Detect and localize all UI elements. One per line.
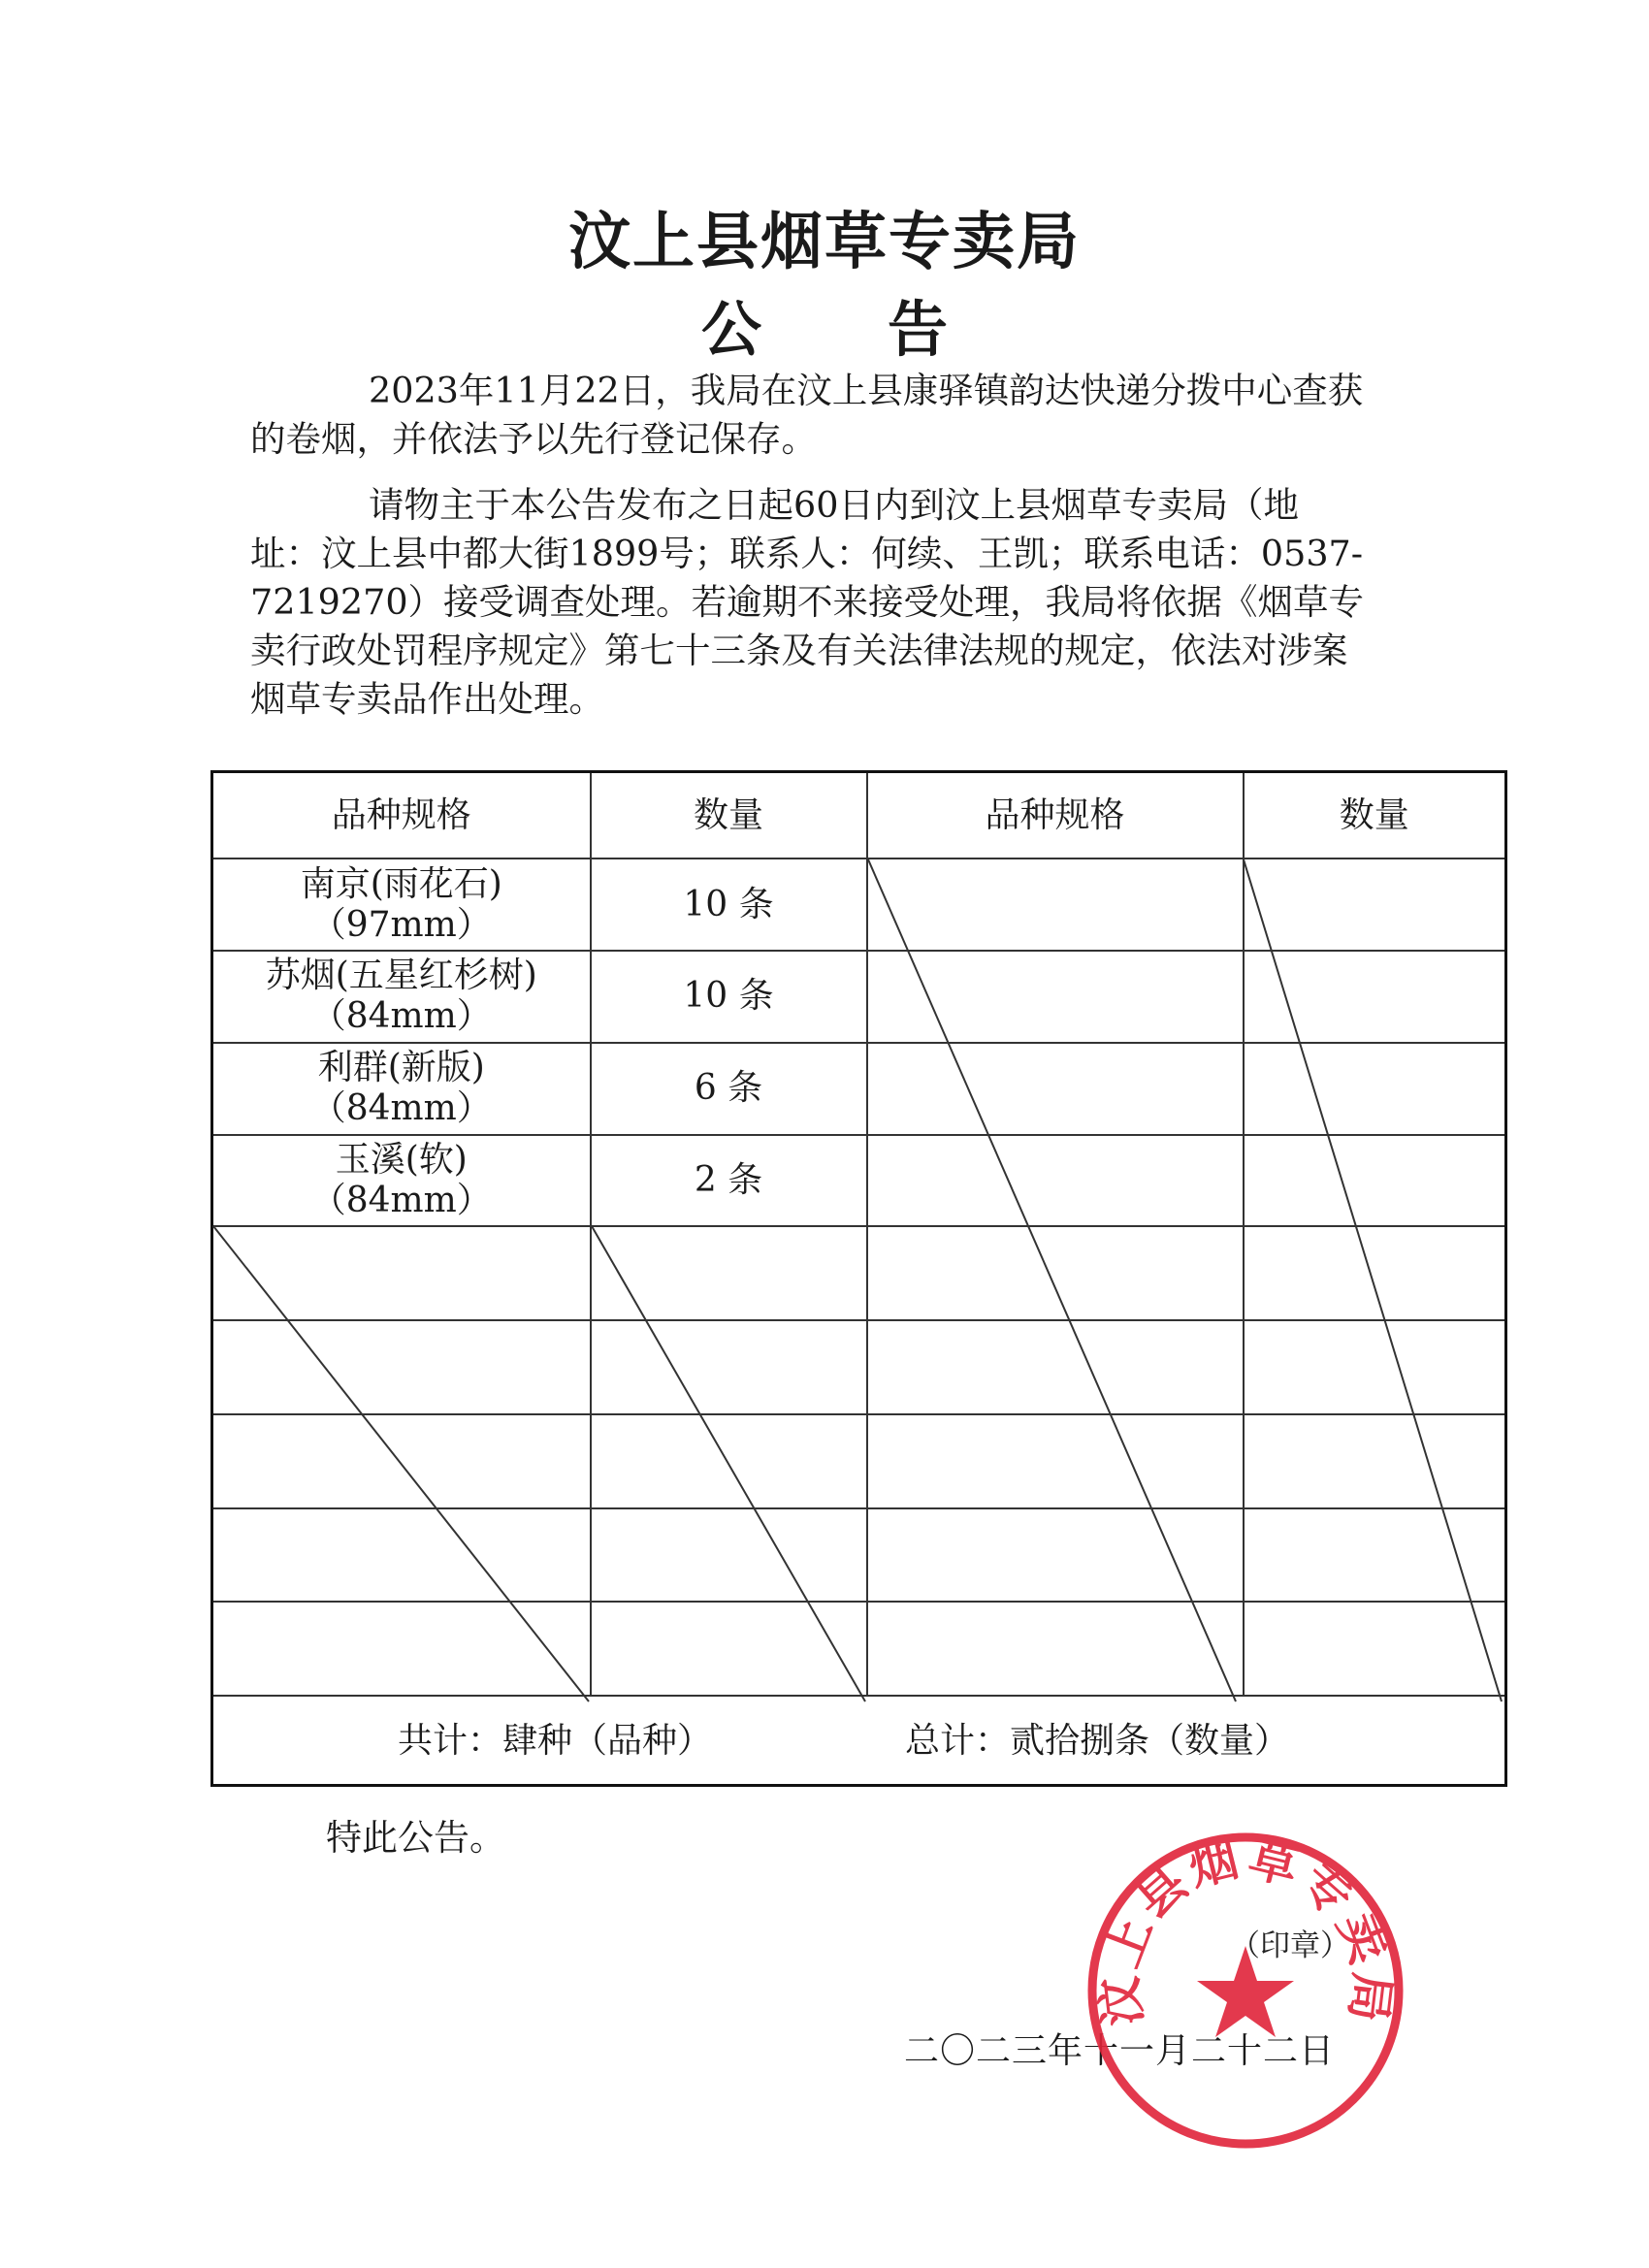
empty-cell <box>1244 1226 1506 1320</box>
empty-cell <box>1244 1602 1506 1696</box>
header-quantity-1: 数量 <box>591 772 867 859</box>
table-row <box>212 1135 1506 1227</box>
empty-cell <box>1244 859 1506 951</box>
variety-spec: （84mm） <box>310 1088 492 1129</box>
empty-cell <box>212 1602 591 1696</box>
empty-cell <box>212 1226 591 1320</box>
table-row-empty <box>212 1508 1506 1603</box>
document-subtitle: 公告 <box>700 294 1074 365</box>
empty-cell <box>867 1602 1244 1696</box>
empty-cell <box>212 1320 591 1414</box>
table-row <box>212 1043 1506 1135</box>
empty-cell <box>1244 1414 1506 1508</box>
empty-cell <box>867 1226 1244 1320</box>
table-row <box>212 951 1506 1043</box>
variety-name: 苏烟(五星红杉树) <box>265 956 537 996</box>
table-row-empty <box>212 1226 1506 1320</box>
empty-cell <box>867 1135 1244 1227</box>
paragraph-seizure: 2023年11月22日，我局在汶上县康驿镇韵达快递分拨中心查获的卷烟，并依法予以先行登记保存。 <box>250 370 1364 460</box>
empty-cell <box>591 1414 867 1508</box>
empty-cell <box>1244 1320 1506 1414</box>
variety-name: 玉溪(软) <box>335 1139 468 1180</box>
table-row <box>212 859 1506 951</box>
seal-label: （印章） <box>1230 1928 1350 1963</box>
variety-cell <box>212 1043 591 1135</box>
empty-cell <box>591 1602 867 1696</box>
empty-cell <box>1244 1135 1506 1227</box>
total-cell <box>212 1696 1506 1785</box>
variety-spec: （84mm） <box>310 1180 492 1220</box>
empty-cell <box>867 859 1244 951</box>
header-variety-2: 品种规格 <box>867 772 1244 859</box>
official-seal-stamp <box>1084 1830 1406 2152</box>
empty-cell <box>591 1226 867 1320</box>
variety-cell <box>212 951 591 1043</box>
empty-cell <box>212 1414 591 1508</box>
table-total-row <box>212 1696 1506 1785</box>
variety-cell <box>212 859 591 951</box>
seal-star-icon <box>1197 1946 1294 2037</box>
table-row-empty <box>212 1602 1506 1696</box>
variety-name: 利群(新版) <box>317 1048 485 1088</box>
paragraph-instructions: 请物主于本公告发布之日起60日内到汶上县烟草专卖局（地址：汶上县中都大街1899号；联系人：何续、王凯；联系电话：0537-7219270）接受调查处理。若逾期不来接受处理，我局将依据《烟草专卖行政处罚程序规定》第七十三条及有关法律法规的规定，依法对涉案烟草专卖品作出处理。 <box>250 484 1365 720</box>
empty-cell <box>867 951 1244 1043</box>
empty-cell <box>591 1320 867 1414</box>
issue-date: 二〇二三年十一月二十二日 <box>904 2031 1336 2071</box>
empty-cell <box>867 1043 1244 1135</box>
document-title: 汶上县烟草专卖局 <box>568 206 1081 278</box>
empty-cell <box>867 1508 1244 1603</box>
quantity-cell: 6 条 <box>591 1043 867 1135</box>
goods-table-container <box>210 770 1504 1787</box>
seal-text: 汶上县烟草专卖局 <box>1088 1830 1403 2029</box>
empty-cell <box>1244 951 1506 1043</box>
table-row-empty <box>212 1414 1506 1508</box>
header-variety-1: 品种规格 <box>212 772 591 859</box>
variety-name: 南京(雨花石) <box>300 863 502 904</box>
empty-cell <box>867 1320 1244 1414</box>
quantity-cell: 2 条 <box>591 1135 867 1227</box>
empty-cell <box>591 1508 867 1603</box>
total-kinds: 共计：肆种（品种） <box>398 1720 713 1761</box>
empty-cell <box>867 1414 1244 1508</box>
closing-statement: 特此公告。 <box>326 1817 505 1859</box>
empty-cell <box>1244 1043 1506 1135</box>
table-header-row <box>212 772 1506 859</box>
goods-table <box>210 770 1507 1787</box>
total-count: 总计：贰拾捌条（数量） <box>905 1720 1290 1761</box>
variety-cell <box>212 1135 591 1227</box>
empty-cell <box>1244 1508 1506 1603</box>
quantity-cell: 10 条 <box>591 951 867 1043</box>
table-row-empty <box>212 1320 1506 1414</box>
variety-spec: （97mm） <box>310 904 492 945</box>
empty-cell <box>212 1508 591 1603</box>
quantity-cell: 10 条 <box>591 859 867 951</box>
header-quantity-2: 数量 <box>1244 772 1506 859</box>
variety-spec: （84mm） <box>310 996 492 1037</box>
